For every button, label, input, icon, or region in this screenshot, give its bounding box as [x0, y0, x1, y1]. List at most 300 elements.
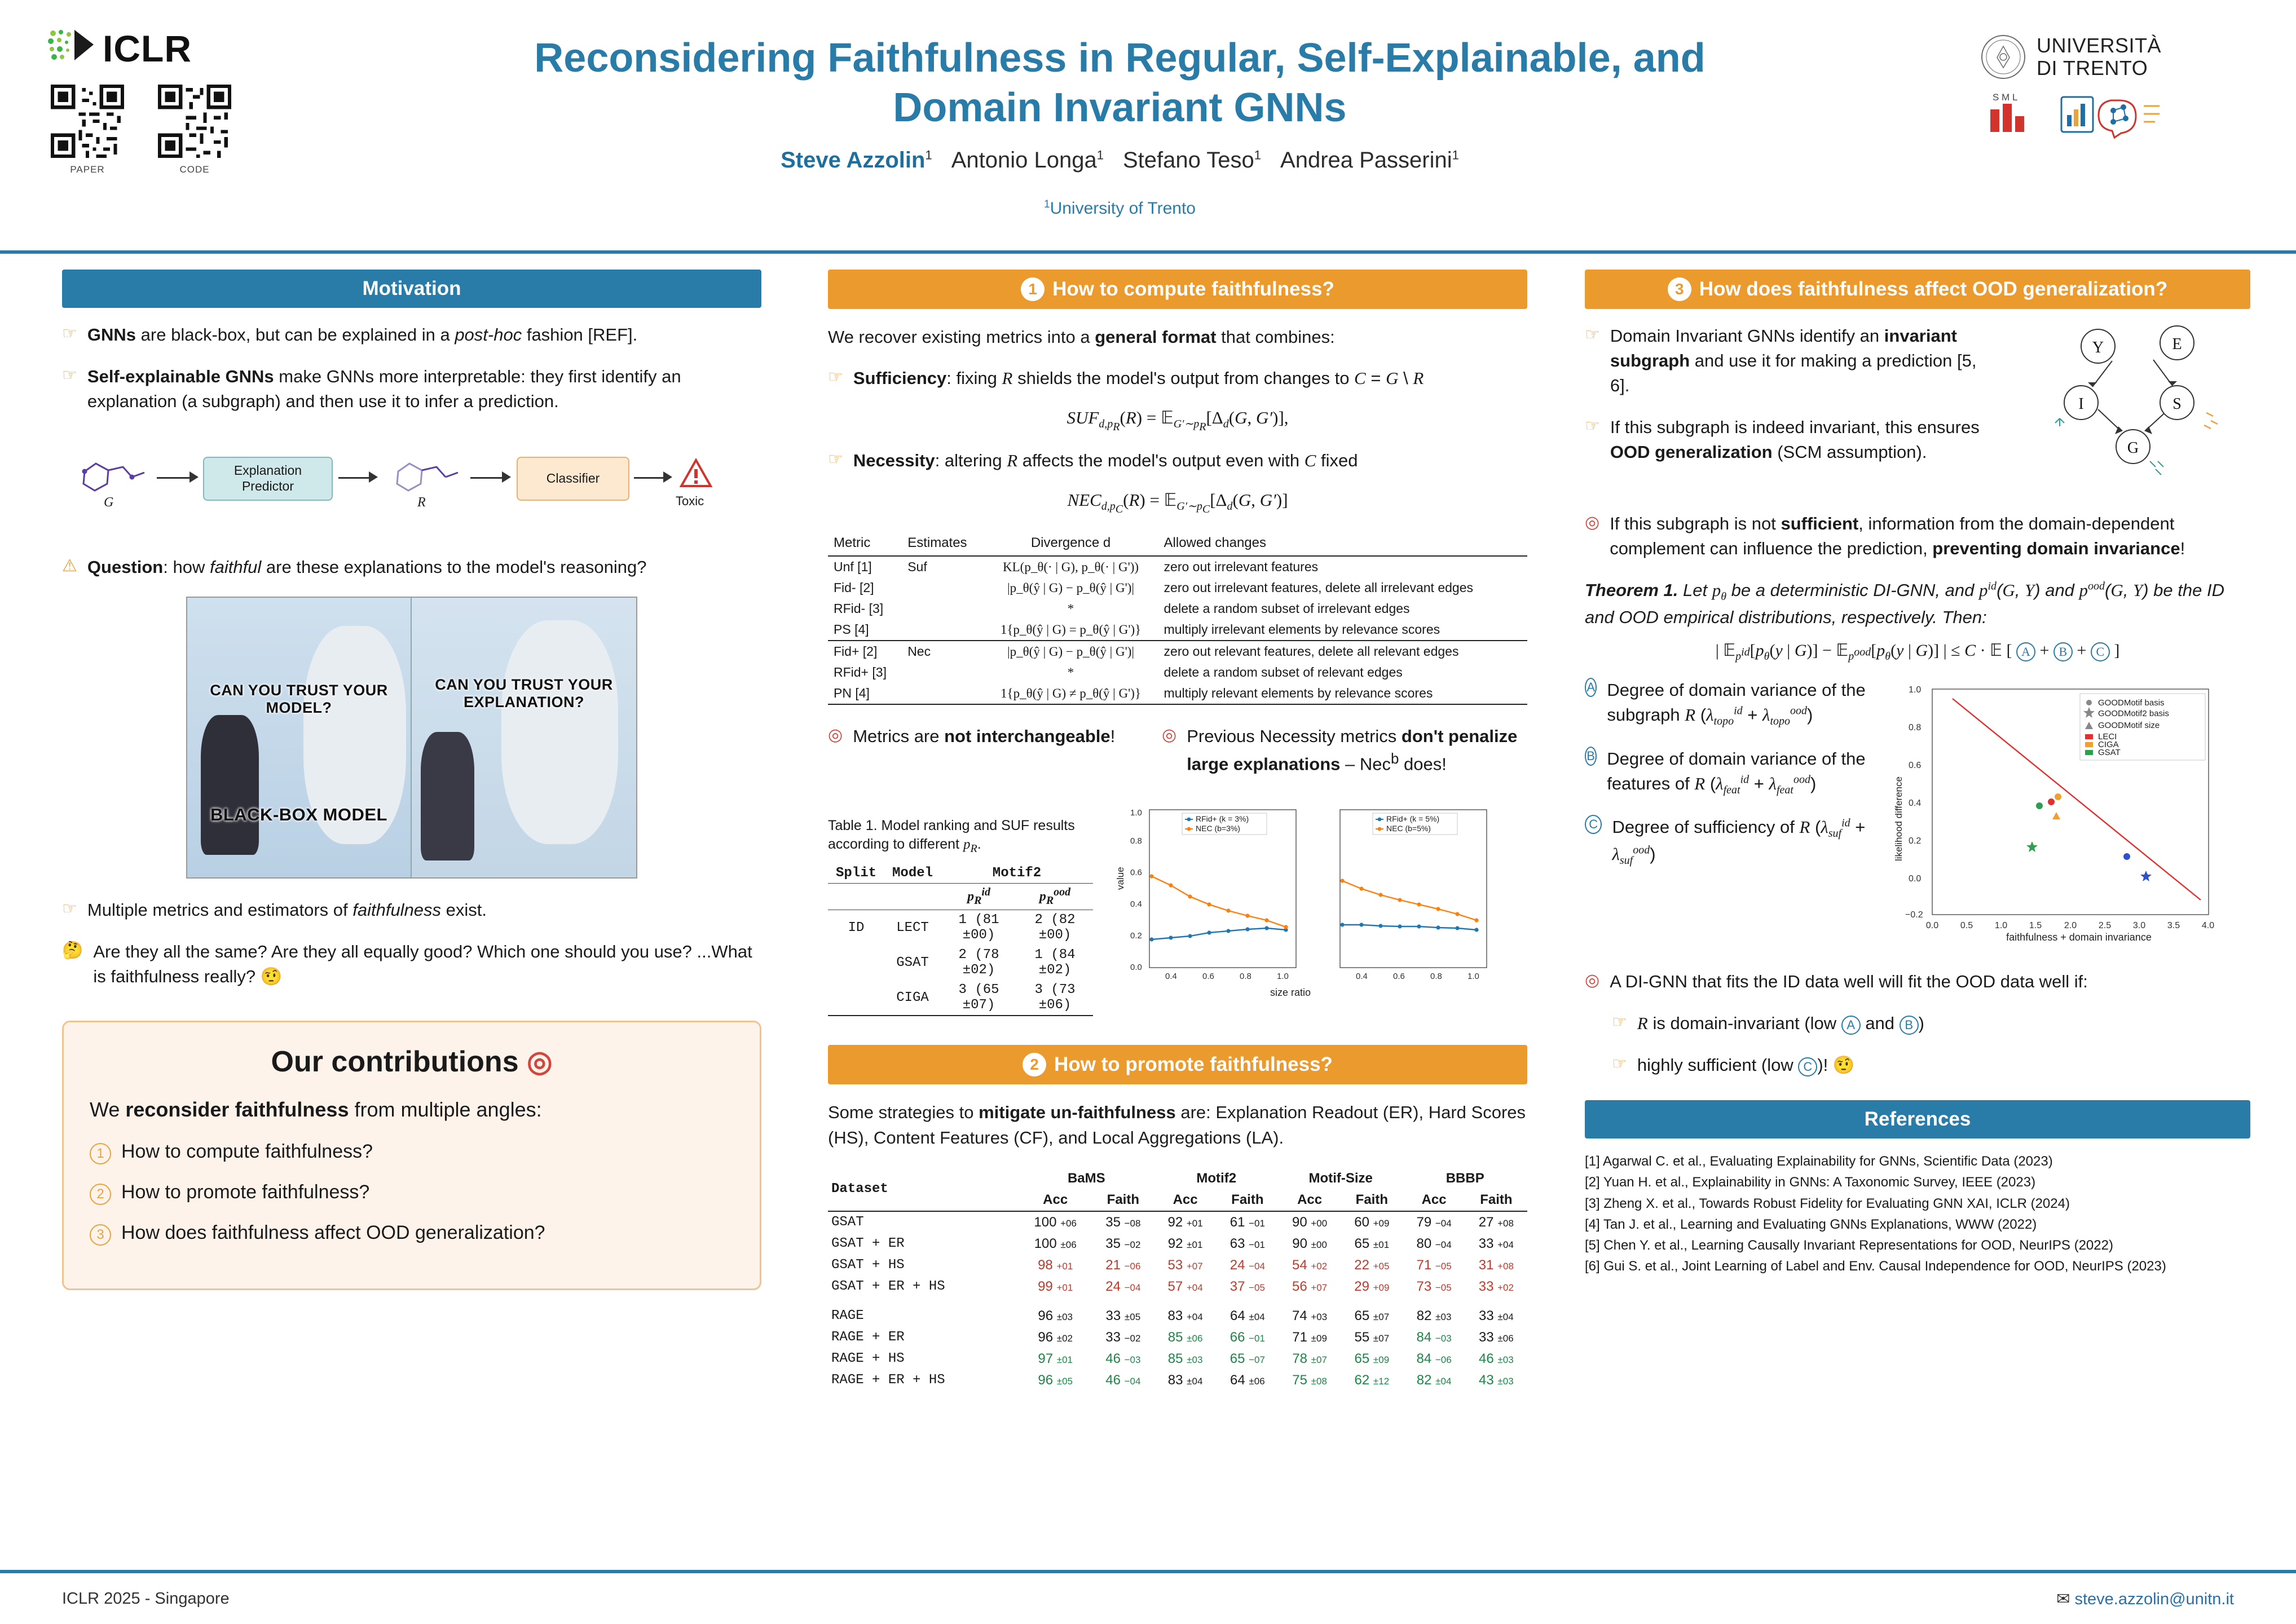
svg-text:0.8: 0.8	[1909, 723, 1922, 733]
svg-text:0.6: 0.6	[1909, 761, 1922, 771]
page-title-line2: Domain Invariant GNNs	[893, 85, 1347, 130]
metrics-cell: PN [4]	[828, 683, 902, 704]
results-cell: 71 −05	[1416, 1257, 1452, 1273]
results-cell: 82 ±03	[1416, 1308, 1452, 1323]
pointing-hand-icon: ☞	[62, 366, 77, 385]
table1-c1: 2 (78 ±02)	[958, 947, 999, 978]
iclr-wordmark: ICLR	[103, 28, 192, 69]
meme-left-label: BLACK-BOX MODEL	[210, 805, 387, 825]
table-row	[828, 1301, 1527, 1327]
results-th-dataset: Dataset	[831, 1181, 888, 1197]
svg-text:1.0: 1.0	[1994, 921, 2008, 931]
metrics-cell: 1{p_θ(ŷ | G) = p_θ(ŷ | G')}	[984, 619, 1158, 641]
results-cell: 96 ±03	[1038, 1308, 1073, 1323]
qr-code-row	[51, 85, 231, 175]
theorem-formula: | $𝔼_{pid}[p_\theta(y$ | $G)] - 𝔼_{pood}[p_\theta(y$ | G)] | ≤ C · 𝔼 [ A + B + C ]	[1715, 641, 2120, 663]
svg-text:GSAT: GSAT	[2098, 748, 2121, 758]
table1-c1: 1 (81 ±00)	[958, 912, 999, 943]
results-cell: 83 +04	[1167, 1308, 1203, 1323]
section-2-title: How to promote faithfulness?	[1054, 1053, 1333, 1075]
results-row-label: RAGE	[831, 1308, 864, 1324]
note-not-interchangeable	[828, 724, 1139, 776]
svg-text:GOODMotif basis: GOODMotif basis	[2098, 698, 2165, 708]
contribution-text-1: How to promote faithfulness?	[121, 1181, 370, 1203]
column-section-3	[1585, 270, 2250, 1277]
table-row	[828, 945, 1093, 980]
qr-paper[interactable]	[51, 85, 124, 175]
motivation-bullets-2	[62, 898, 761, 989]
results-cell: 33 ±06	[1479, 1329, 1514, 1345]
pointing-hand-icon: ☞	[1612, 1054, 1627, 1074]
section2-intro: Some strategies to mitigate un-faithfulness are: Explanation Readout (ER), Hard Scores (HS), Content Features (CF), and Local Aggregations (LA).	[828, 1102, 1526, 1148]
target-icon: ◎	[828, 726, 843, 745]
svg-text:G: G	[2127, 439, 2139, 457]
contribution-text-2: How does faithfulness affect OOD generalization?	[121, 1222, 545, 1244]
table1-c2: 2 (82 ±00)	[1034, 912, 1076, 943]
results-cell: 98 +01	[1038, 1257, 1073, 1273]
note-necessity-penalty	[1162, 724, 1527, 776]
results-cell: 71 ±09	[1292, 1329, 1327, 1345]
motivation-question	[62, 555, 761, 580]
svg-text:0.2: 0.2	[1130, 930, 1142, 941]
section3-bullets	[1585, 324, 1997, 507]
references-list	[1585, 1151, 2250, 1277]
results-cell: 46 ±03	[1479, 1351, 1514, 1366]
contributions-title: Our contributions ◎	[271, 1045, 553, 1079]
svg-text:value: value	[1116, 867, 1126, 890]
metrics-cell	[902, 598, 983, 619]
pointing-hand-icon: ☞	[1585, 417, 1600, 436]
qr-code-label: CODE	[179, 164, 210, 175]
explanation-subgraph-icon	[381, 443, 466, 514]
section-band-2	[828, 1045, 1527, 1084]
svg-text:S M L: S M L	[1993, 92, 2018, 103]
table1-th-model: Model	[884, 863, 941, 884]
results-cell: 75 ±08	[1292, 1372, 1327, 1388]
table1-model: GSAT	[896, 955, 929, 970]
results-cell: 63 −01	[1229, 1235, 1265, 1251]
term-b-badge: B	[2053, 642, 2073, 661]
table-row	[828, 1348, 1527, 1370]
section3-warning-text: If this subgraph is not sufficient, information from the domain-dependent complement can influence the prediction, preventing domain invariance!	[1610, 514, 2185, 559]
pointing-hand-icon: ☞	[1612, 1013, 1627, 1032]
table1-block	[828, 817, 1093, 1022]
results-cell: 64 ±06	[1230, 1372, 1265, 1388]
thinking-face-icon: 🤔	[62, 941, 83, 960]
results-header-row	[828, 1168, 1527, 1189]
results-subcol: Acc	[1421, 1191, 1447, 1207]
qr-code[interactable]	[158, 85, 231, 175]
results-cell: 65 ±09	[1354, 1351, 1390, 1366]
results-cell: 46 −04	[1105, 1372, 1141, 1388]
motivation-bullet-3-text: Are they all the same? Are they all equally good? Which one should you use? ...What is faithfulness really? 🤨	[93, 942, 752, 987]
results-row-label: GSAT + ER	[831, 1236, 905, 1252]
metrics-cell	[902, 619, 983, 641]
table1-caption: Table 1. Model ranking and SUF results according to different $p_R$.	[828, 817, 1075, 855]
svg-text:G: G	[104, 495, 114, 510]
section3-bullet-0-text: Domain Invariant GNNs identify an invariant subgraph and use it for making a prediction [5, 6].	[1610, 326, 1977, 396]
section1-intro: We recover existing metrics into a general format that combines:	[828, 327, 1335, 347]
footer-contact[interactable]	[2056, 1589, 2234, 1609]
metrics-cell: KL(p_θ(· | G), p_θ(· | G'))	[1003, 559, 1139, 574]
page-title	[338, 34, 1901, 133]
svg-text:0.4: 0.4	[1130, 899, 1142, 909]
results-cell: 100 +06	[1034, 1214, 1077, 1230]
pipeline-arrow-2-head	[369, 471, 378, 483]
section3-bullet-1-text: If this subgraph is indeed invariant, this ensures OOD generalization (SCM assumption).	[1610, 417, 1980, 462]
metrics-th-1: Estimates	[902, 531, 983, 556]
section3-top-row	[1585, 324, 2250, 507]
explanation-predictor-label: Explanation Predictor	[233, 463, 302, 494]
terms-list	[1585, 678, 1878, 963]
svg-text:−0.2: −0.2	[1905, 910, 1923, 920]
warning-icon: ⚠	[62, 557, 77, 576]
contribution-item-2	[90, 1222, 734, 1246]
metrics-table	[828, 531, 1527, 705]
results-cell: 97 ±01	[1038, 1351, 1073, 1366]
pipeline-arrow-4	[634, 477, 664, 479]
thinking-face-icon-2: 🤨	[260, 967, 283, 987]
table-row	[828, 641, 1527, 662]
section3-conclusion-items	[1612, 1011, 2250, 1078]
classifier-box	[517, 457, 629, 501]
column-motivation	[62, 270, 761, 1290]
term-b	[1585, 747, 1878, 798]
results-cell: 85 ±03	[1167, 1351, 1203, 1366]
results-cell: 57 +04	[1167, 1278, 1203, 1294]
svg-text:NEC (b=3%): NEC (b=3%)	[1196, 823, 1240, 833]
metrics-table-header-row	[828, 531, 1527, 556]
results-cell: 84 −03	[1416, 1329, 1452, 1345]
necessity-line-charts	[1116, 800, 1510, 1020]
pipeline-arrow-1	[157, 477, 191, 479]
results-cell: 62 ±12	[1354, 1372, 1390, 1388]
section-band-motivation: Motivation	[62, 270, 761, 308]
svg-text:LECI: LECI	[2098, 732, 2117, 742]
meme-right-panel	[412, 598, 636, 877]
necessity-charts	[1116, 800, 1527, 1022]
term-c-letter: C	[1585, 815, 1602, 834]
motivation-bullet-2-text: Multiple metrics and estimators of faithfulness exist.	[87, 900, 487, 920]
table-row	[828, 662, 1527, 683]
svg-text:RFid+ (k = 3%): RFid+ (k = 3%)	[1196, 814, 1249, 823]
metrics-cell: PS [4]	[828, 619, 902, 641]
results-cell: 35 −02	[1105, 1235, 1141, 1251]
author-2: Stefano Teso$^1$	[1122, 148, 1262, 173]
svg-text:0.8: 0.8	[1240, 971, 1251, 981]
conclusion-item-0	[1612, 1011, 2250, 1036]
results-cell: 99 +01	[1038, 1278, 1073, 1294]
reference-item: [5] Chen Y. et al., Learning Causally Invariant Representations for OOD, NeurIPS (2022)	[1585, 1237, 2113, 1253]
theorem-block: Theorem 1. Let $p_\theta$ be a deterministic DI-GNN, and $p^{id}(G$, Y) and $p^{ood}(G$, Y) be the ID and OOD empirical distributions, respectively. Then:	[1585, 580, 2224, 628]
svg-text:GOODMotif2 basis: GOODMotif2 basis	[2098, 709, 2169, 719]
svg-text:0.4: 0.4	[1356, 971, 1368, 981]
metrics-cell: |p_θ(ŷ | G) − p_θ(ŷ | G')|	[1007, 644, 1134, 659]
section-1-title: How to compute faithfulness?	[1052, 278, 1334, 300]
results-row-label: RAGE + ER	[831, 1330, 905, 1345]
ood-scatter-figure	[1893, 678, 2250, 963]
note-not-interchangeable-text: Metrics are not interchangeable!	[853, 726, 1116, 747]
results-cell: 84 −06	[1416, 1351, 1452, 1366]
table-row	[828, 577, 1527, 598]
results-group-3: BBBP	[1446, 1170, 1484, 1186]
results-group-0: BaMS	[1067, 1170, 1105, 1186]
svg-text:0.4: 0.4	[1165, 971, 1177, 981]
term-c-badge: C	[2091, 642, 2110, 661]
svg-text:0.6: 0.6	[1202, 971, 1214, 981]
term-b-letter: B	[1585, 747, 1597, 766]
university-logo-block	[1980, 34, 2245, 144]
iclr-mark-icon	[45, 28, 96, 69]
results-cell: 79 −04	[1416, 1214, 1452, 1230]
meme-left-text: CAN YOU TRUST YOUR MODEL?	[210, 681, 388, 716]
classifier-label: Classifier	[546, 471, 600, 486]
results-cell: 60 +09	[1354, 1214, 1390, 1230]
poster-columns	[0, 270, 2296, 1556]
term-a-text: Degree of domain variance of the subgraph R $(\lambda_{topo}^{id} + \lambda_{topo}^{ood})$	[1607, 680, 1866, 728]
section1-results-row	[828, 800, 1527, 1022]
metrics-cell	[902, 683, 983, 704]
svg-text:0.0: 0.0	[1925, 921, 1939, 931]
table1-c2: 3 (73 ±06)	[1017, 980, 1093, 1016]
svg-text:0.8: 0.8	[1130, 836, 1142, 846]
metrics-cell: zero out relevant features, delete all relevant edges	[1164, 644, 1459, 659]
metrics-cell: *	[1067, 665, 1074, 679]
svg-text:3.5: 3.5	[2167, 921, 2180, 931]
explanation-predictor-box	[203, 457, 333, 501]
results-subcol: Faith	[1480, 1191, 1513, 1207]
motivation-bullets	[62, 323, 761, 414]
contribution-text-0: How to compute faithfulness?	[121, 1141, 373, 1163]
contributions-box	[62, 1021, 761, 1290]
metrics-cell: |p_θ(ŷ | G) − p_θ(ŷ | G')|	[1007, 580, 1134, 595]
results-cell: 82 ±04	[1416, 1372, 1452, 1388]
scm-figure	[2008, 324, 2250, 507]
results-cell: 92 ±01	[1167, 1235, 1203, 1251]
metrics-th-2: Divergence d	[984, 531, 1158, 556]
results-cell: 56 +07	[1292, 1278, 1328, 1294]
necessity-bullet	[828, 448, 1527, 473]
results-cell: 33 +04	[1478, 1235, 1514, 1251]
qr-code-icon[interactable]	[158, 85, 231, 158]
pipeline-arrow-2	[338, 477, 370, 479]
results-cell: 35 −08	[1105, 1214, 1141, 1230]
svg-text:CIGA: CIGA	[2098, 740, 2119, 750]
results-cell: 24 −04	[1105, 1278, 1141, 1294]
results-row-label: GSAT	[831, 1215, 864, 1230]
self-explainable-pipeline-figure	[62, 431, 761, 538]
section-band-references: References	[1585, 1100, 2250, 1138]
research-group-logo-icon	[2059, 89, 2189, 144]
qr-paper-label: PAPER	[70, 164, 105, 175]
pointing-hand-icon: ☞	[828, 367, 843, 386]
target-icon: ◎	[1585, 513, 1600, 532]
university-seal-icon	[1980, 34, 2026, 80]
svg-text:0.2: 0.2	[1909, 836, 1922, 846]
results-cell: 29 +09	[1354, 1278, 1390, 1294]
section3-conclusion-text: A DI-GNN that fits the ID data well will fit the OOD data well if:	[1610, 972, 2088, 992]
reference-item: [4] Tan J. et al., Learning and Evaluating GNNs Explanations, WWW (2022)	[1585, 1216, 2037, 1232]
metrics-cell: Unf [1]	[834, 559, 872, 575]
author-list	[338, 148, 1901, 173]
toxic-label: Toxic	[676, 494, 704, 509]
table1	[828, 863, 1093, 1016]
results-cell: 65 ±01	[1354, 1235, 1390, 1251]
results-subcol: Faith	[1355, 1191, 1388, 1207]
reference-item: [3] Zheng X. et al., Towards Robust Fidelity for Evaluating GNN XAI, ICLR (2024)	[1585, 1195, 2070, 1211]
results-cell: 85 ±06	[1167, 1329, 1203, 1345]
term-a-badge: A	[2016, 642, 2035, 661]
table-row	[828, 910, 1093, 946]
metrics-th-3: Allowed changes	[1158, 531, 1527, 556]
results-cell: 61 −01	[1229, 1214, 1265, 1230]
section-band-1	[828, 270, 1527, 309]
section3-bullet-0	[1585, 324, 1997, 398]
table-row	[828, 980, 1093, 1016]
table-row	[828, 683, 1527, 704]
results-cell: 33 −02	[1105, 1329, 1141, 1345]
results-cell: 96 ±05	[1038, 1372, 1073, 1388]
section3-bullet-1	[1585, 415, 1997, 465]
term-a-letter: A	[1585, 678, 1597, 697]
author-1: Antonio Longa$^1$	[951, 148, 1104, 173]
author-3: Andrea Passerini$^1$	[1280, 148, 1459, 173]
results-cell: 54 +02	[1292, 1257, 1328, 1273]
metrics-cell: multiply relevant elements by relevance scores	[1158, 683, 1527, 704]
svg-text:faithfulness + domain invarian: faithfulness + domain invariance	[2006, 932, 2152, 943]
poster-header	[0, 0, 2296, 254]
results-cell: 64 ±04	[1230, 1308, 1265, 1323]
term-c	[1585, 815, 1878, 868]
motivation-bullet-0	[62, 323, 761, 347]
results-cell: 96 ±02	[1038, 1329, 1073, 1345]
svg-text:R: R	[417, 495, 426, 510]
svg-text:NEC (b=5%): NEC (b=5%)	[1386, 823, 1431, 833]
svg-text:I: I	[2078, 395, 2084, 413]
term-c-badge-inline: C	[1798, 1057, 1817, 1076]
results-subcol: Faith	[1107, 1191, 1139, 1207]
theorem-label: Theorem 1.	[1585, 580, 1678, 601]
affiliation: $^1$University of Trento	[1043, 198, 1196, 218]
conclusion-item-0-text: R is domain-invariant (low A and B )	[1637, 1011, 1924, 1036]
results-cell: 33 +02	[1478, 1278, 1514, 1294]
contribution-item-1	[90, 1181, 734, 1205]
table1-th-group: Motif2	[941, 863, 1093, 884]
section3-warning	[1585, 511, 2250, 561]
svg-text:2.0: 2.0	[2064, 921, 2077, 931]
target-icon: ◎	[527, 1045, 553, 1079]
pipeline-arrow-4-head	[663, 471, 672, 483]
results-cell: 24 −04	[1229, 1257, 1265, 1273]
motivation-question-text: Question: how faithful are these explanations to the model's reasoning?	[87, 557, 647, 577]
input-molecule-icon	[68, 443, 152, 514]
conclusion-item-1-text: highly sufficient (low C )! 🤨	[1637, 1053, 1855, 1078]
results-cell: 80 −04	[1416, 1235, 1452, 1251]
contributions-lead: We reconsider faithfulness from multiple angles:	[90, 1098, 542, 1122]
footer-email[interactable]: steve.azzolin@unitn.it	[2074, 1590, 2234, 1608]
necessity-text: Necessity: altering R affects the model's output even with C fixed	[853, 451, 1358, 471]
table1-header-row	[828, 863, 1093, 884]
metrics-cell: Nec	[907, 644, 931, 659]
university-name: UNIVERSITÀ DI TRENTO	[2037, 33, 2162, 80]
svg-text:0.4: 0.4	[1909, 798, 1922, 809]
reference-item: [1] Agarwal C. et al., Evaluating Explainability for GNNs, Scientific Data (2023)	[1585, 1154, 2053, 1170]
pointing-hand-icon: ☞	[828, 450, 843, 469]
metrics-cell: Fid- [2]	[834, 580, 874, 595]
metrics-cell: delete a random subset of irrelevant edges	[1164, 601, 1410, 616]
svg-text:2.5: 2.5	[2098, 921, 2112, 931]
target-icon: ◎	[1585, 971, 1600, 990]
results-row-label: RAGE + HS	[831, 1351, 905, 1367]
ood-scatter-chart	[1893, 678, 2231, 960]
metrics-cell: Suf	[907, 559, 927, 575]
section-3-number: 3	[1668, 277, 1691, 301]
pipeline-arrow-3	[470, 477, 503, 479]
svg-text:0.0: 0.0	[1130, 962, 1142, 972]
results-cell: 100 ±06	[1034, 1235, 1077, 1251]
results-row-label: RAGE + ER + HS	[831, 1373, 945, 1388]
results-cell: 90 +00	[1292, 1214, 1328, 1230]
svg-text:1.0: 1.0	[1467, 971, 1479, 981]
contribution-item-0	[90, 1141, 734, 1164]
sufficiency-bullet	[828, 366, 1527, 391]
results-group-1: Motif2	[1196, 1170, 1237, 1186]
results-row-label: GSAT + ER + HS	[831, 1279, 945, 1295]
results-group-2: Motif-Size	[1308, 1170, 1373, 1186]
section-band-3	[1585, 270, 2250, 309]
svg-text:0.5: 0.5	[1960, 921, 1973, 931]
results-cell: 65 −07	[1229, 1351, 1265, 1366]
section-3-title: How does faithfulness affect OOD generalization?	[1699, 278, 2168, 300]
toxic-warning-icon	[679, 458, 713, 492]
results-subcol: Faith	[1231, 1191, 1264, 1207]
metrics-cell: *	[1067, 601, 1074, 616]
metrics-cell: RFid- [3]	[834, 601, 884, 616]
sml-logo-icon	[1980, 89, 2042, 144]
meme-right-text: CAN YOU TRUST YOUR EXPLANATION?	[435, 676, 613, 710]
table-row	[828, 619, 1527, 641]
contribution-number-0: 1	[90, 1143, 111, 1164]
term-c-text: Degree of sufficiency of R $(\lambda_{suf}^{id} + \lambda_{suf}^{ood})$	[1612, 817, 1866, 867]
mail-icon: ✉	[2056, 1590, 2070, 1608]
metrics-cell	[902, 577, 983, 598]
section1-notes	[828, 724, 1527, 793]
qr-paper-icon[interactable]	[51, 85, 124, 158]
table1-c1: 3 (65 ±07)	[941, 980, 1017, 1016]
contribution-number-2: 3	[90, 1224, 111, 1246]
term-b-badge-inline: B	[1900, 1016, 1919, 1035]
svg-text:likelihood difference: likelihood difference	[1893, 776, 1904, 862]
results-cell: 90 ±00	[1292, 1235, 1327, 1251]
results-cell: 83 ±04	[1167, 1372, 1203, 1388]
reference-item: [6] Gui S. et al., Joint Learning of Label and Env. Causal Independence for OOD, NeurIPS (2023)	[1585, 1259, 2166, 1274]
table-row	[828, 1233, 1527, 1255]
sufficiency-text: Sufficiency: fixing R shields the model's output from changes to C = G \ R	[853, 368, 1424, 388]
table-row	[828, 1276, 1527, 1301]
column-sections-1-2	[828, 270, 1527, 1391]
svg-text:1.5: 1.5	[2029, 921, 2042, 931]
section-2-number: 2	[1023, 1053, 1046, 1076]
results-cell: 22 +05	[1354, 1257, 1390, 1273]
scm-graph	[2008, 324, 2250, 504]
table-row	[828, 598, 1527, 619]
results-cell: 55 ±07	[1354, 1329, 1390, 1345]
results-cell: 74 +03	[1292, 1308, 1328, 1323]
results-cell: 46 −03	[1105, 1351, 1141, 1366]
meme-left-panel	[187, 598, 412, 877]
metrics-th-0: Metric	[828, 531, 902, 556]
svg-text:1.0: 1.0	[1909, 685, 1922, 695]
